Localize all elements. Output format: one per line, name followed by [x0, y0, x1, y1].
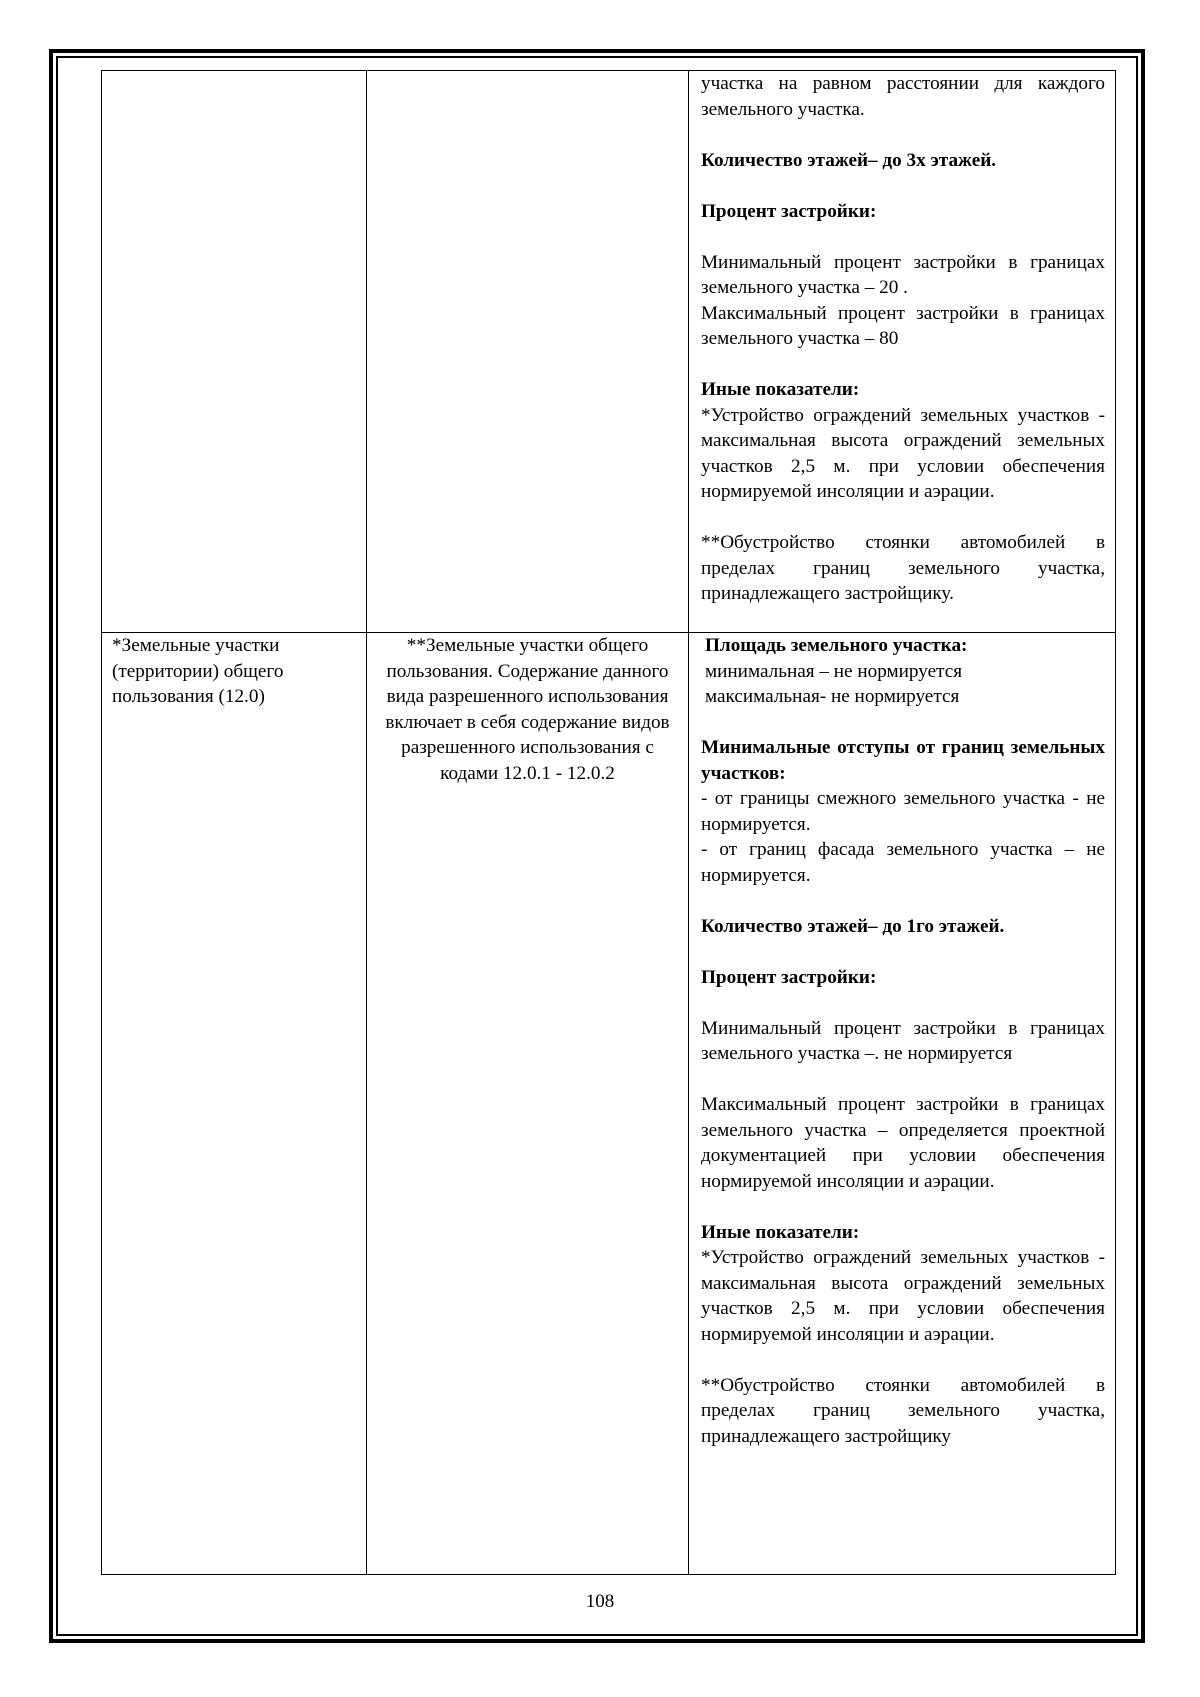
coverage-min: Минимальный процент застройки в границах земельного участка –. не нормируется	[701, 1017, 1105, 1064]
other-indicators-heading: Иные показатели:	[701, 1221, 860, 1243]
parking-rule: **Обустройство стоянки автомобилей в пределах границ земельного участка, принадлежащего застройщику.	[701, 532, 1105, 604]
zoning-regulations-table	[101, 70, 1116, 1575]
page-number: 108	[585, 1591, 615, 1612]
coverage-min: Минимальный процент застройки в границах земельного участка – 20 .	[701, 251, 1105, 298]
table-cell-parameters	[689, 71, 1116, 633]
table-cell-zone-type	[102, 71, 367, 633]
setbacks-heading: Минимальные отступы от границ земельных участков:	[701, 737, 1105, 784]
coverage-heading: Процент застройки:	[701, 200, 877, 222]
parking-rule: **Обустройство стоянки автомобилей в пределах границ земельного участка, принадлежащего застройщику	[701, 1374, 1105, 1447]
coverage-max: Максимальный процент застройки в границах земельного участка – определяется проектной документацией при условии обеспечения нормируемой инсоляции и аэрации.	[701, 1094, 1105, 1192]
area-max: максимальная- не нормируется	[705, 686, 960, 707]
fence-rule: *Устройство ограждений земельных участков - максимальная высота ограждений земельных участков 2,5 м. при условии обеспечения нормируемой инсоляции и аэрации.	[701, 1247, 1105, 1345]
floors-limit: Количество этажей– до 1го этажей.	[701, 915, 1005, 937]
area-heading: Площадь земельного участка:	[705, 635, 968, 656]
setback-adjacent: - от границы смежного земельного участка - не нормируется.	[701, 788, 1105, 835]
area-min: минимальная – не нормируется	[705, 660, 963, 682]
coverage-heading: Процент застройки:	[701, 966, 877, 988]
table-cell-zone-type	[102, 633, 367, 1575]
coverage-max: Максимальный процент застройки в границах земельного участка – 80	[701, 302, 1105, 349]
setback-facade: - от границ фасада земельного участка – не нормируется.	[701, 839, 1105, 886]
table-cell-description	[367, 633, 689, 1575]
zone-description: **Земельные участки общего пользования. Содержание данного вида разрешенного использования включает в себя содержание видов разрешенного использования с кодами 12.0.1 - 12.0.2	[385, 635, 670, 784]
fence-rule: *Устройство ограждений земельных участков - максимальная высота ограждений земельных участков 2,5 м. при условии обеспечения нормируемой инсоляции и аэрации.	[701, 404, 1105, 502]
other-indicators-heading: Иные показатели:	[701, 379, 860, 400]
table-cell-parameters	[689, 633, 1116, 1575]
table-row	[102, 633, 1116, 1575]
continued-text: участка на равном расстоянии для каждого земельного участка.	[701, 73, 1105, 120]
floors-limit: Количество этажей– до 3х этажей.	[701, 149, 997, 171]
table-cell-description	[367, 71, 689, 633]
table-row	[102, 71, 1116, 633]
zone-type-label: *Земельные участки (территории) общего пользования (12.0)	[112, 635, 284, 707]
